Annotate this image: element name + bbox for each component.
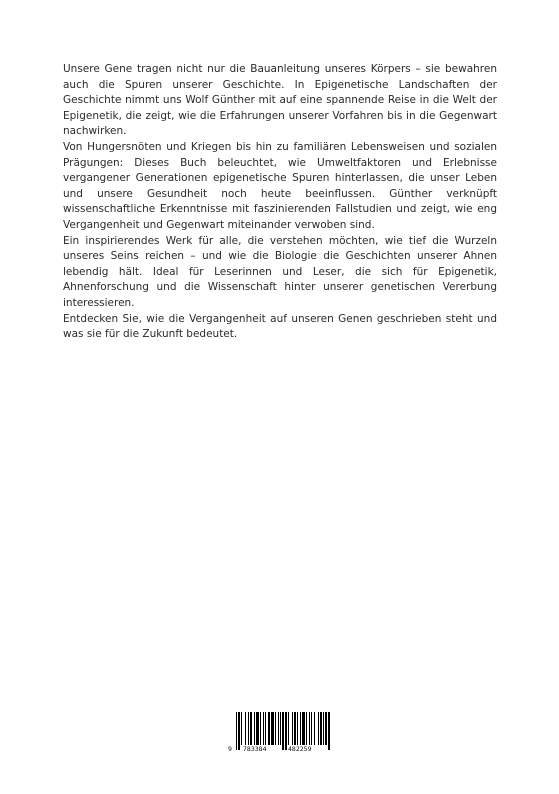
barcode-digits-left: 783384 (243, 745, 267, 753)
blurb-paragraph-1: Unsere Gene tragen nicht nur die Bauanleitung unseres Körpers – sie bewahren auch die Spuren unserer Geschichte. In Epigenetische Landschaften der Geschichte nimmt uns Wolf Günther mit auf eine spannende Reise in die Welt der Epigenetik, die zeigt, wie die Erfahrungen unserer Vorfahren bis in die Gegenwart nachwirken. (63, 63, 497, 138)
blurb-paragraph-4: Entdecken Sie, wie die Vergangenheit auf unseren Genen geschrieben steht und was sie für die Zukunft bedeutet. (63, 312, 497, 341)
blurb-paragraph-2: Von Hungersnöten und Kriegen bis hin zu familiären Lebensweisen und sozialen Prägungen: Dieses Buch beleuchtet, wie Umweltfaktoren und Erlebnisse vergangener Generationen epigenetische Spuren hinterlassen, die unser Leben und unsere Gesundheit noch heute beeinflussen. Günther verknüpft wissenschaftliche Erkenntnisse mit faszinierenden Fallstudien und zeigt, wie eng Vergangenheit und Gegenwart miteinander verwoben sind. (63, 140, 497, 231)
isbn-barcode (226, 712, 332, 766)
blurb-paragraph-3: Ein inspirierendes Werk für alle, die verstehen möchten, wie tief die Wurzeln unseres Seins reichen – und wie die Biologie die Geschichten unserer Ahnen lebendig hält. Ideal für Leserinnen und Leser, die sich für Epigenetik, Ahnenforschung und die Wissenschaft hinter unserer genetischen Vererbung interessieren. (63, 234, 497, 309)
barcode-digits (226, 745, 332, 755)
barcode-digits-right: 482259 (288, 745, 312, 753)
back-cover-blurb (63, 62, 497, 343)
barcode-digit-prefix: 9 (228, 745, 232, 753)
